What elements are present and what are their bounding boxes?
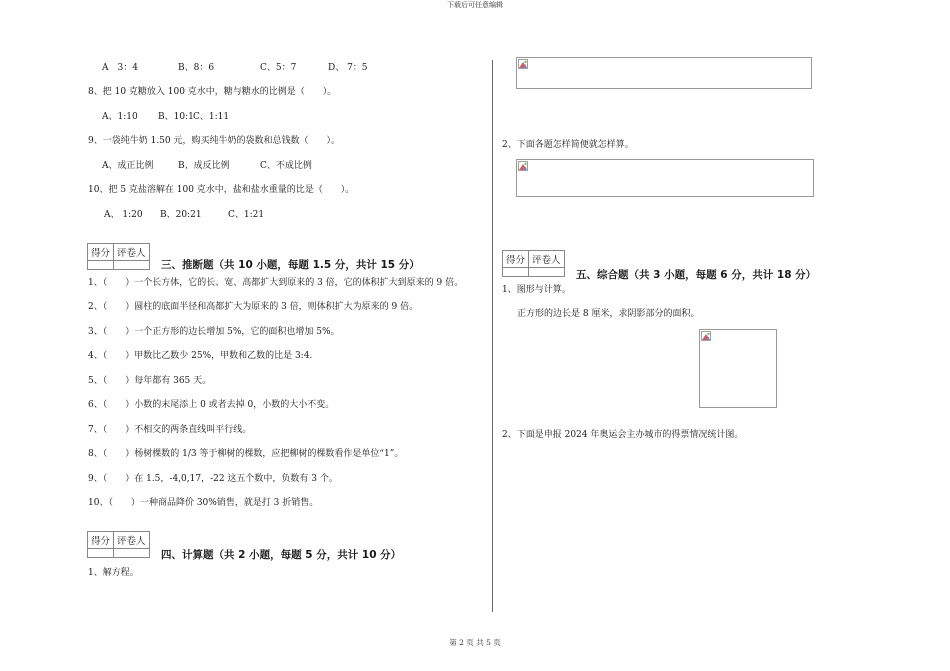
q10-text: 10、把 5 克盐溶解在 100 克水中，盐和盐水重量的比是（ ）。 bbox=[88, 185, 355, 195]
score-cell[interactable] bbox=[88, 261, 114, 270]
broken-image-icon bbox=[518, 59, 528, 69]
q10-option-b: B、20:21 bbox=[160, 210, 202, 220]
q10-option-c: C、1:21 bbox=[228, 210, 265, 220]
judge-item-6: 6、（ ）小数的末尾添上 0 或者去掉 0，小数的大小不变。 bbox=[88, 400, 335, 410]
q7-option-b: B、8：6 bbox=[178, 63, 215, 73]
broken-image-icon bbox=[701, 331, 711, 341]
judge-item-8: 8、（ ）杨树棵数的 1/3 等于柳树的棵数，应把柳树的棵数看作是单位“1”。 bbox=[88, 449, 404, 459]
square-figure-placeholder bbox=[699, 329, 777, 408]
grader-label: 评卷人 bbox=[114, 244, 150, 261]
judge-item-9: 9、（ ）在 1.5，-4,0,17，-22 这五个数中，负数有 3 个。 bbox=[88, 474, 338, 484]
q8-option-c: C、1:11 bbox=[193, 112, 230, 122]
judge-item-10: 10、（ ）一种商品降价 30%销售，就是打 3 折销售。 bbox=[88, 498, 319, 508]
score-label: 得分 bbox=[88, 532, 114, 549]
q7-option-a: A 3：4 bbox=[102, 63, 138, 73]
score-label: 得分 bbox=[88, 244, 114, 261]
judge-item-1: 1、（ ）一个长方体，它的长、宽、高都扩大到原来的 3 倍，它的体积扩大到原来的 9 倍。 bbox=[88, 278, 464, 288]
judge-item-2: 2、（ ）圆柱的底面半径和高都扩大为原来的 3 倍，则体积扩大为原来的 9 倍。 bbox=[88, 302, 419, 312]
section4-title: 四、计算题（共 2 小题，每题 5 分，共计 10 分） bbox=[161, 549, 402, 561]
section5-title: 五、综合题（共 3 小题，每题 6 分，共计 18 分） bbox=[576, 269, 817, 281]
column-divider bbox=[492, 60, 493, 612]
judge-item-3: 3、（ ）一个正方形的边长增加 5%，它的面积也增加 5%。 bbox=[88, 327, 340, 337]
grader-cell[interactable] bbox=[114, 261, 150, 270]
broken-image-icon bbox=[518, 161, 528, 171]
q9-text: 9、一袋纯牛奶 1.50 元，购买纯牛奶的袋数和总钱数（ ）。 bbox=[88, 136, 340, 146]
judge-item-5: 5、（ ）每年都有 365 天。 bbox=[88, 376, 212, 386]
score-label: 得分 bbox=[503, 251, 529, 268]
q9-option-c: C、不成比例 bbox=[260, 161, 312, 171]
q8-option-b: B、10:1 bbox=[158, 112, 194, 122]
page-header: 下载后可任意编辑 bbox=[447, 1, 503, 9]
q8-text: 8、把 10 克糖放入 100 克水中，糖与糖水的比例是（ ）。 bbox=[88, 87, 337, 97]
calculation-image-placeholder bbox=[516, 159, 814, 197]
grader-cell[interactable] bbox=[529, 268, 565, 277]
score-box-section5 bbox=[502, 250, 565, 277]
q7-option-d: D、 7：5 bbox=[328, 63, 368, 73]
equation-image-placeholder bbox=[516, 57, 812, 89]
right-q2-text: 2、下面各题怎样简便就怎样算。 bbox=[502, 140, 634, 150]
score-box-section3 bbox=[87, 243, 150, 270]
section4-q1: 1、解方程。 bbox=[88, 568, 139, 578]
judge-item-7: 7、（ ）不相交的两条直线叫平行线。 bbox=[88, 425, 252, 435]
score-cell[interactable] bbox=[88, 549, 114, 558]
q9-option-b: B、成反比例 bbox=[178, 161, 230, 171]
q9-option-a: A、成正比例 bbox=[102, 161, 154, 171]
section5-q2: 2、下面是申报 2024 年奥运会主办城市的得票情况统计图。 bbox=[502, 430, 744, 440]
grader-cell[interactable] bbox=[114, 549, 150, 558]
score-box-section4 bbox=[87, 531, 150, 558]
q7-option-c: C、5：7 bbox=[260, 63, 297, 73]
section5-q1: 1、图形与计算。 bbox=[502, 285, 571, 295]
section3-title: 三、推断题（共 10 小题，每题 1.5 分，共计 15 分） bbox=[161, 259, 420, 271]
judge-item-4: 4、（ ）甲数比乙数少 25%，甲数和乙数的比是 3:4. bbox=[88, 351, 313, 361]
q10-option-a: A、 1:20 bbox=[104, 210, 143, 220]
grader-label: 评卷人 bbox=[114, 532, 150, 549]
score-cell[interactable] bbox=[503, 268, 529, 277]
page-footer: 第 2 页 共 5 页 bbox=[449, 638, 501, 647]
grader-label: 评卷人 bbox=[529, 251, 565, 268]
section5-q1-desc: 正方形的边长是 8 厘米，求阴影部分的面积。 bbox=[517, 309, 700, 319]
q8-option-a: A、1:10 bbox=[102, 112, 138, 122]
